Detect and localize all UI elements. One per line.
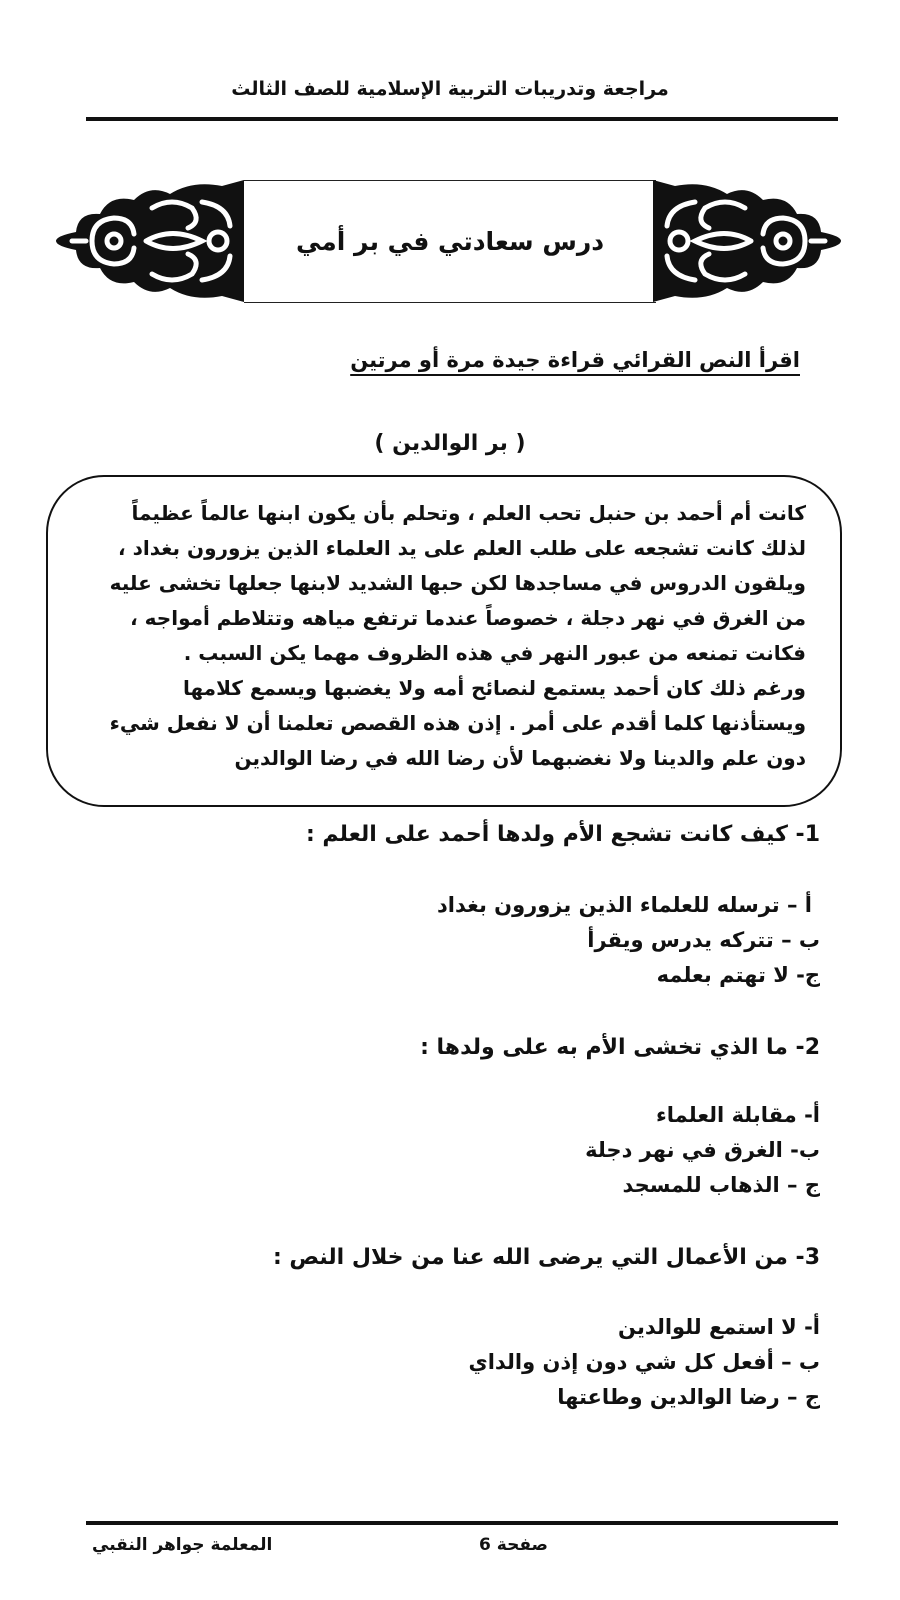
question-2: 2- ما الذي تخشى الأم به على ولدها : <box>420 1035 820 1060</box>
question-1-option-c[interactable]: ج- لا تهتم بعلمه <box>656 963 820 987</box>
story-line: ويلقون الدروس في مساجدها لكن حبها الشديد لابنها جعلها تخشى عليه <box>109 571 806 595</box>
ornament-icon <box>52 178 247 304</box>
footer-teacher-name: المعلمة جواهر النقبي <box>92 1535 273 1555</box>
reading-instruction: اقرأ النص القرائي قراءة جيدة مرة أو مرتين <box>350 348 800 372</box>
story-line: ورغم ذلك كان أحمد يستمع لنصائح أمه ولا يغضبها ويسمع كلامها <box>182 676 806 700</box>
ornament-icon <box>650 178 845 304</box>
story-line: كانت أم أحمد بن حنبل تحب العلم ، وتحلم بأن يكون ابنها عالماً عظيماً <box>131 501 806 525</box>
story-line: فكانت تمنعه من عبور النهر في هذه الظروف مهما يكن السبب . <box>183 641 806 665</box>
footer-page-number: صفحة 6 <box>479 1535 548 1555</box>
lesson-title: درس سعادتي في بر أمي <box>295 227 605 256</box>
story-line: دون علم والدينا ولا نغضبهما لأن رضا الله في رضا الوالدين <box>234 746 806 770</box>
story-title: ( بر الوالدين ) <box>374 431 526 456</box>
question-1-option-b[interactable]: ب – تتركه يدرس ويقرأ <box>587 928 820 952</box>
question-2-option-c[interactable]: ج – الذهاب للمسجد <box>622 1173 820 1197</box>
question-3-option-a[interactable]: أ- لا استمع للوالدين <box>618 1315 820 1339</box>
story-line: ويستأذنها كلما أقدم على أمر . إذن هذه القصص تعلمنا أن لا نفعل شيء <box>109 711 806 735</box>
question-3-option-b[interactable]: ب – أفعل كل شي دون إذن والداي <box>468 1350 820 1374</box>
footer-divider <box>86 1521 838 1525</box>
question-2-option-b[interactable]: ب- الغرق في نهر دجلة <box>585 1138 820 1162</box>
lesson-title-box <box>244 180 656 303</box>
question-3: 3- من الأعمال التي يرضى الله عنا من خلال النص : <box>272 1245 820 1270</box>
story-line: من الغرق في نهر دجلة ، خصوصاً عندما ترتفع مياهه وتتلاطم أمواجه ، <box>130 606 806 630</box>
page-header-title: مراجعة وتدريبات التربية الإسلامية للصف الثالث <box>231 78 669 100</box>
question-1: 1- كيف كانت تشجع الأم ولدها أحمد على العلم : <box>305 822 820 847</box>
question-1-option-a[interactable]: أ – ترسله للعلماء الذين يزورون بغداد <box>437 893 812 917</box>
header-divider <box>86 117 838 121</box>
question-2-option-a[interactable]: أ- مقابلة العلماء <box>656 1103 820 1127</box>
story-line: لذلك كانت تشجعه على طلب العلم على يد العلماء الذين يزورون بغداد ، <box>118 536 806 560</box>
question-3-option-c[interactable]: ج – رضا الوالدين وطاعتها <box>557 1385 820 1409</box>
